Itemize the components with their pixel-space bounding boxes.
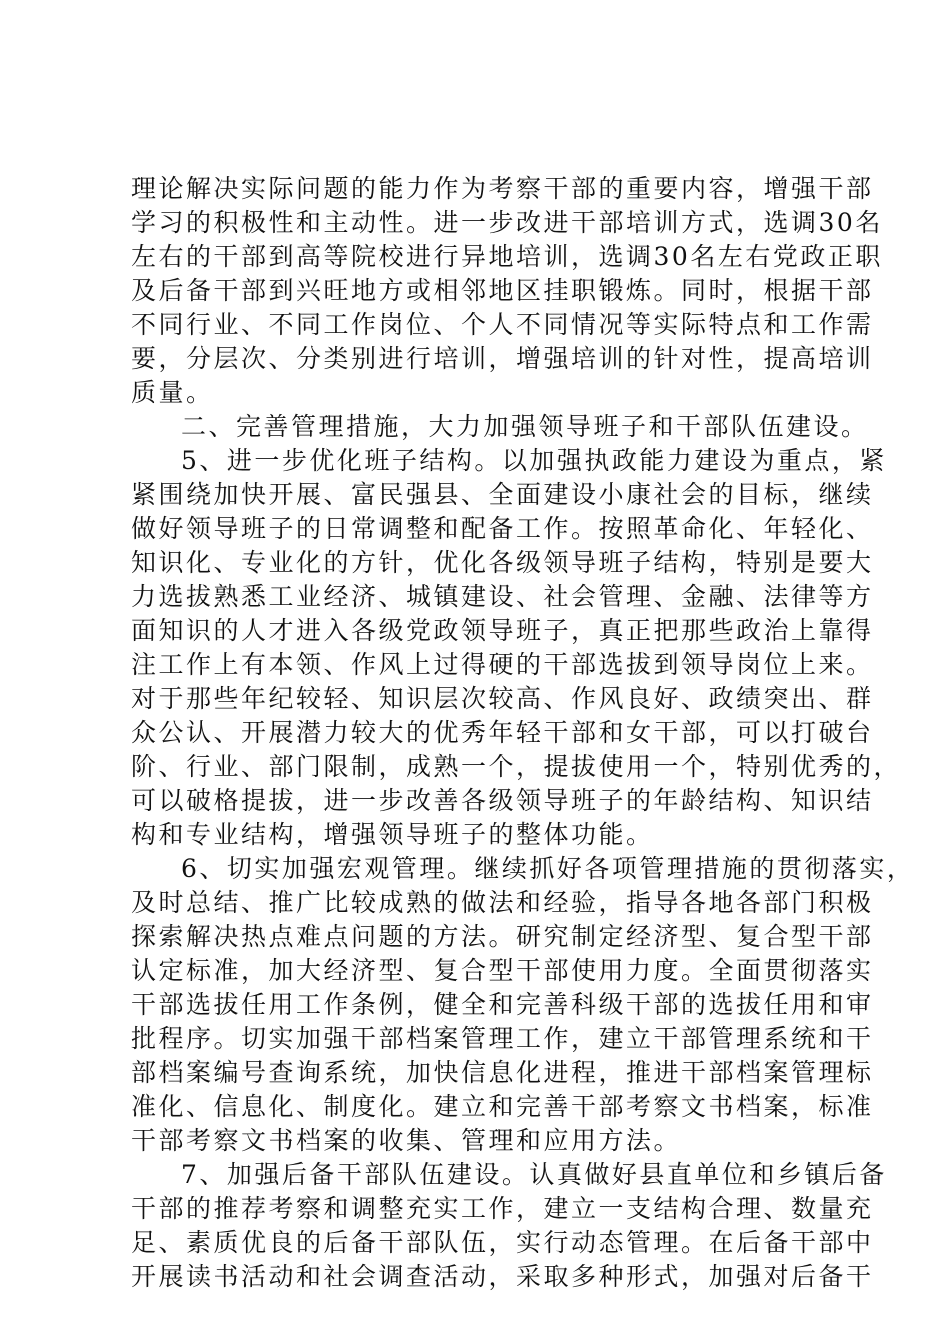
text-line: 力选拔熟悉工业经济、城镇建设、社会管理、金融、法律等方 [131,582,874,611]
text-line: 阶、行业、部门限制，成熟一个，提拔使用一个，特别优秀的， [131,752,902,781]
text-line: 可以破格提拔，进一步改善各级领导班子的年龄结构、知识结 [131,786,874,815]
text-line: 准化、信息化、制度化。建立和完善干部考察文书档案，标准 [131,1092,874,1121]
text-line: 注工作上有本领、作风上过得硬的干部选拔到领导岗位上来。 [131,650,874,679]
text-line: 批程序。切实加强干部档案管理工作，建立干部管理系统和干 [131,1024,874,1053]
text-line: 面知识的人才进入各级党政领导班子，真正把那些政治上靠得 [131,616,874,645]
text-line: 对于那些年纪较轻、知识层次较高、作风良好、政绩突出、群 [131,684,874,713]
text-line: 学习的积极性和主动性。进一步改进干部培训方式，选调30名 [131,208,883,237]
text-line: 众公认、开展潜力较大的优秀年轻干部和女干部，可以打破台 [131,718,874,747]
text-line: 左右的干部到高等院校进行异地培训，选调30名左右党政正职 [131,242,883,271]
text-line: 构和专业结构，增强领导班子的整体功能。 [131,820,654,849]
text-line: 6、切实加强宏观管理。继续抓好各项管理措施的贯彻落实， [181,854,915,883]
text-line: 理论解决实际问题的能力作为考察干部的重要内容，增强干部 [131,174,874,203]
text-line: 要，分层次、分类别进行培训，增强培训的针对性，提高培训 [131,344,874,373]
text-line: 干部考察文书档案的收集、管理和应用方法。 [131,1126,682,1155]
text-line: 紧围绕加快开展、富民强县、全面建设小康社会的目标，继续 [131,480,874,509]
text-line: 部档案编号查询系统，加快信息化进程，推进干部档案管理标 [131,1058,874,1087]
text-line: 及后备干部到兴旺地方或相邻地区挂职锻炼。同时，根据干部 [131,276,874,305]
text-line: 7、加强后备干部队伍建设。认真做好县直单位和乡镇后备 [181,1160,887,1189]
text-line: 探索解决热点难点问题的方法。研究制定经济型、复合型干部 [131,922,874,951]
text-line: 足、素质优良的后备干部队伍，实行动态管理。在后备干部中 [131,1228,874,1257]
text-line: 认定标准，加大经济型、复合型干部使用力度。全面贯彻落实 [131,956,874,985]
text-line: 5、进一步优化班子结构。以加强执政能力建设为重点，紧 [181,446,887,475]
text-line: 开展读书活动和社会调查活动，采取多种形式，加强对后备干 [131,1262,874,1291]
text-line: 二、完善管理措施，大力加强领导班子和干部队伍建设。 [181,412,869,441]
text-line: 不同行业、不同工作岗位、个人不同情况等实际特点和工作需 [131,310,874,339]
text-line: 知识化、专业化的方针，优化各级领导班子结构，特别是要大 [131,548,874,577]
text-line: 质量。 [131,378,214,407]
text-line: 干部选拔任用工作条例，健全和完善科级干部的选拔任用和审 [131,990,874,1019]
document-body [131,172,915,1294]
text-line: 做好领导班子的日常调整和配备工作。按照革命化、年轻化、 [131,514,874,543]
text-line: 干部的推荐考察和调整充实工作，建立一支结构合理、数量充 [131,1194,874,1223]
text-line: 及时总结、推广比较成熟的做法和经验，指导各地各部门积极 [131,888,874,917]
